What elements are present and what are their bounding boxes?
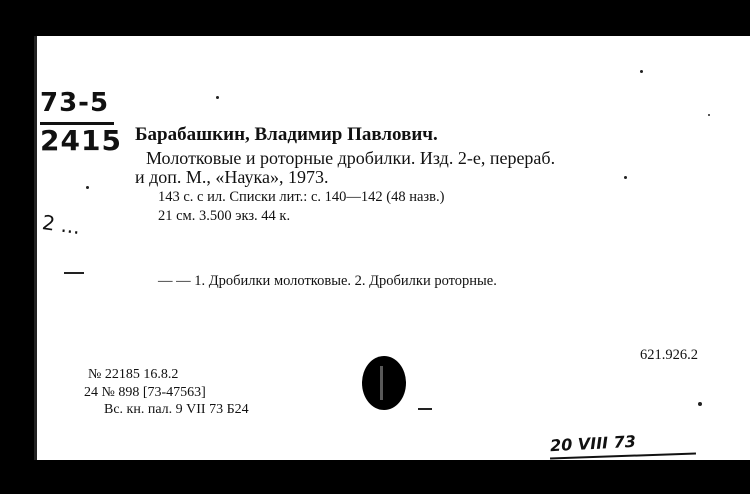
scan-speck <box>64 272 84 274</box>
scan-speck <box>624 176 627 179</box>
library-catalog-card <box>34 36 750 460</box>
collation-line-2: 21 см. 3.500 экз. 44 к. <box>158 208 291 224</box>
handwritten-date: 20 VIII 73 <box>549 431 637 456</box>
call-number-bottom: 2415 <box>40 124 122 157</box>
title-line-1: Молотковые и роторные дробилки. Изд. 2-е, перераб. <box>146 148 556 168</box>
scan-speck <box>708 114 710 116</box>
handwritten-note: 2 ... <box>40 210 82 240</box>
classification-number: 621.926.2 <box>640 347 698 363</box>
scan-speck <box>86 186 89 189</box>
call-number-top: 73-5 <box>40 88 110 118</box>
subject-headings: — — 1. Дробилки молотковые. 2. Дробилки роторные. <box>158 273 497 289</box>
punch-hole <box>362 356 406 410</box>
card-number-line: № 22185 16.8.2 <box>88 367 179 382</box>
chamber-record-line: Вс. кн. пал. 9 VII 73 Б24 <box>104 402 249 417</box>
title-line-2: и доп. М., «Наука», 1973. <box>135 167 329 187</box>
scan-speck <box>698 402 702 406</box>
author-heading: Барабашкин, Владимир Павлович. <box>135 124 438 145</box>
card-edge <box>34 36 37 460</box>
scan-speck <box>640 70 643 73</box>
registration-line: 24 № 898 [73-47563] <box>84 385 206 400</box>
scan-speck <box>216 96 219 99</box>
scan-speck <box>418 408 432 410</box>
collation-line-1: 143 с. с ил. Списки лит.: с. 140—142 (48 назв.) <box>158 189 445 205</box>
